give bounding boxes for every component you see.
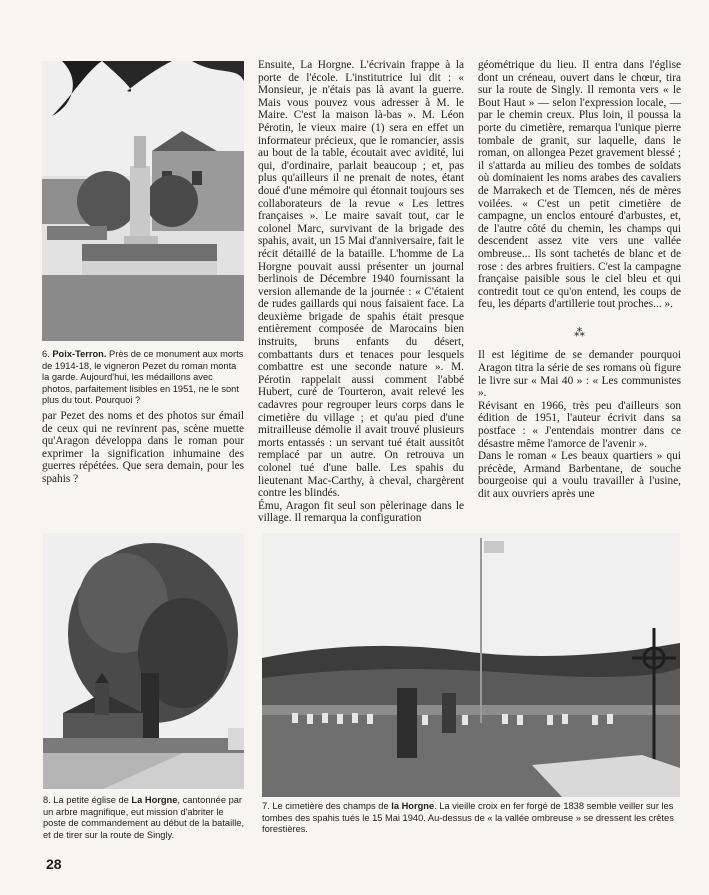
photo-la-horgne-cemetery (262, 533, 680, 797)
caption-number: 7. (262, 801, 270, 811)
column-2 (258, 59, 464, 525)
paragraph: Révisant en 1966, très peu d'ailleurs son édition de 1951, l'auteur écrivit dans sa postface : « J'entendais montrer dans ce désastre même l'amorce de l'avenir ». (478, 399, 681, 450)
caption-number: 8. (43, 795, 51, 805)
column-3 (478, 59, 681, 501)
section-separator: ⁂ (574, 326, 585, 339)
caption-place: la Horgne (391, 801, 435, 811)
caption-text: , cantonnée par un arbre magnifique, eut mission d'abriter le poste de commandement au début de la bataille, et de tirer sur la route de Singly. (43, 795, 245, 840)
caption-place: Poix-Terron. (52, 349, 107, 359)
caption-number: 6. (42, 349, 50, 359)
paragraph: Dans le roman « Les beaux quartiers » qui précède, Armand Barbentane, de souche bourgeoise qui a voulu travailler à l'usine, dit aux ouvriers après une (478, 450, 681, 500)
caption-text: Le cimetière des champs de (272, 801, 389, 811)
caption-figure-7 (262, 801, 682, 836)
photo-la-horgne-church (43, 533, 244, 789)
caption-place: La Horgne (131, 795, 178, 805)
photo-poix-terron-monument (42, 61, 244, 341)
paragraph: Ému, Aragon fit seul son pèlerinage dans le village. Il remarqua la configuration (258, 499, 464, 525)
paragraph: Il est légitime de se demander pourquoi Aragon titra la série de ses romans où figure le livre sur « Mai 40 » : « Les communistes ». (478, 349, 681, 400)
paragraph: par Pezet des noms et des photos sur émail de ceux qui ne revinrent pas, scène muette qu'Aragon développa dans le roman pour exprimer la signification inhumaine des guerres répétées. Que sera demain, pour les spahis ? (42, 410, 244, 485)
caption-text: Près de ce monument aux morts de 1914-18, le vigneron Pezet du roman monta la garde. Aujourd'hui, les médaillons avec photos, parfaitement lisibles en 1951, ne le sont plus du tout. Pourquoi ? (42, 349, 244, 406)
paragraph: géométrique du lieu. Il entra dans l'église dont un créneau, ouvert dans le chœur, tira sur la route de Singly. Il remonta vers « le Bout Haut » — selon l'expression locale, — par le chemin creux. Plus loin, il poussa la porte du cimetière, remarqua l'unique pierre tombale de granit, sur laquelle, dans le roman, on allongea Pezet gravement blessé ; il s'attarda au milieu des tombes de soldats où dominaient les noms arabes des cavaliers de Marrakech et de Tlemcen, nés de mères voilées. « C'est un petit cimetière de campagne, un enclos entouré d'arbustes, et, de l'autre côté du chemin, les champs qui descendent assez vite vers une vallée ombreuse... Ils sont tachetés de blanc et de rose : des arbres fruitiers. C'est la campagne française paisible sous le ciel bleu et qui contredit tout ce qu'on entend, les coups de feu, les départs d'artillerie tout proches... ». (478, 59, 681, 311)
caption-figure-6 (42, 349, 244, 407)
caption-text: . La vieille croix en fer forgé de 1838 semble veiller sur les tombes des spahis tués le 15 Mai 1940. Au-dessus de « la vallée ombreuse » se dressent les crêtes forestières. (262, 801, 674, 835)
paragraph: Ensuite, La Horgne. L'écrivain frappe à la porte de l'école. L'institutrice lui dit : « Monsieur, je n'étais pas là avant la guerre. Mais vous pouvez vous adresser à M. le Maire. C'est la maison là-bas ». M. Léon Pérotin, le vieux maire (1) sera en effet un informateur précieux, que le romancier, assis au bout de la table, écoutait avec avidité, lui qui, d'ordinaire, parlait beaucoup ; et, pas plus qu'ailleurs il ne prenait de notes, étant doué d'une mémoire qui étonnait toujours ses collaborateurs de la revue « Les lettres françaises ». Le maire savait tout, car le colonel Marc, survivant de la brigade des spahis, avait, un 15 Mai d'anniversaire, fait le récit détaillé de la bataille. L'homme de La Horgne pouvait aussi présenter un journal berlinois de Décembre 1940 fournissant la version allemande de la journée : « C'étaient de rudes gaillards qui nous faisaient face. La deuxième brigade de spahis était presque entièrement composée de Marocains bien instruits, bruns enfants du désert, combattants durs et tenaces pour lesquels combattre est une seconde nature ». M. Pérotin rappelait aussi comment l'abbé Hubert, curé de Tourteron, avait relevé les cadavres pour regrouper leurs corps dans le cimetière du village ; et qu'au pied d'une mitrailleuse démolie il avait trouvé plusieurs morts entassés : un servant tué était aussitôt remplacé par un autre. On retrouva un colonel tué d'une balle. Les spahis du lieutenant Mac-Carthy, à cheval, chargèrent contre les blindés. (258, 59, 464, 500)
column-1 (42, 410, 244, 486)
caption-figure-8 (43, 795, 245, 841)
caption-text: La petite église de (53, 795, 129, 805)
page-number: 28 (46, 856, 62, 872)
